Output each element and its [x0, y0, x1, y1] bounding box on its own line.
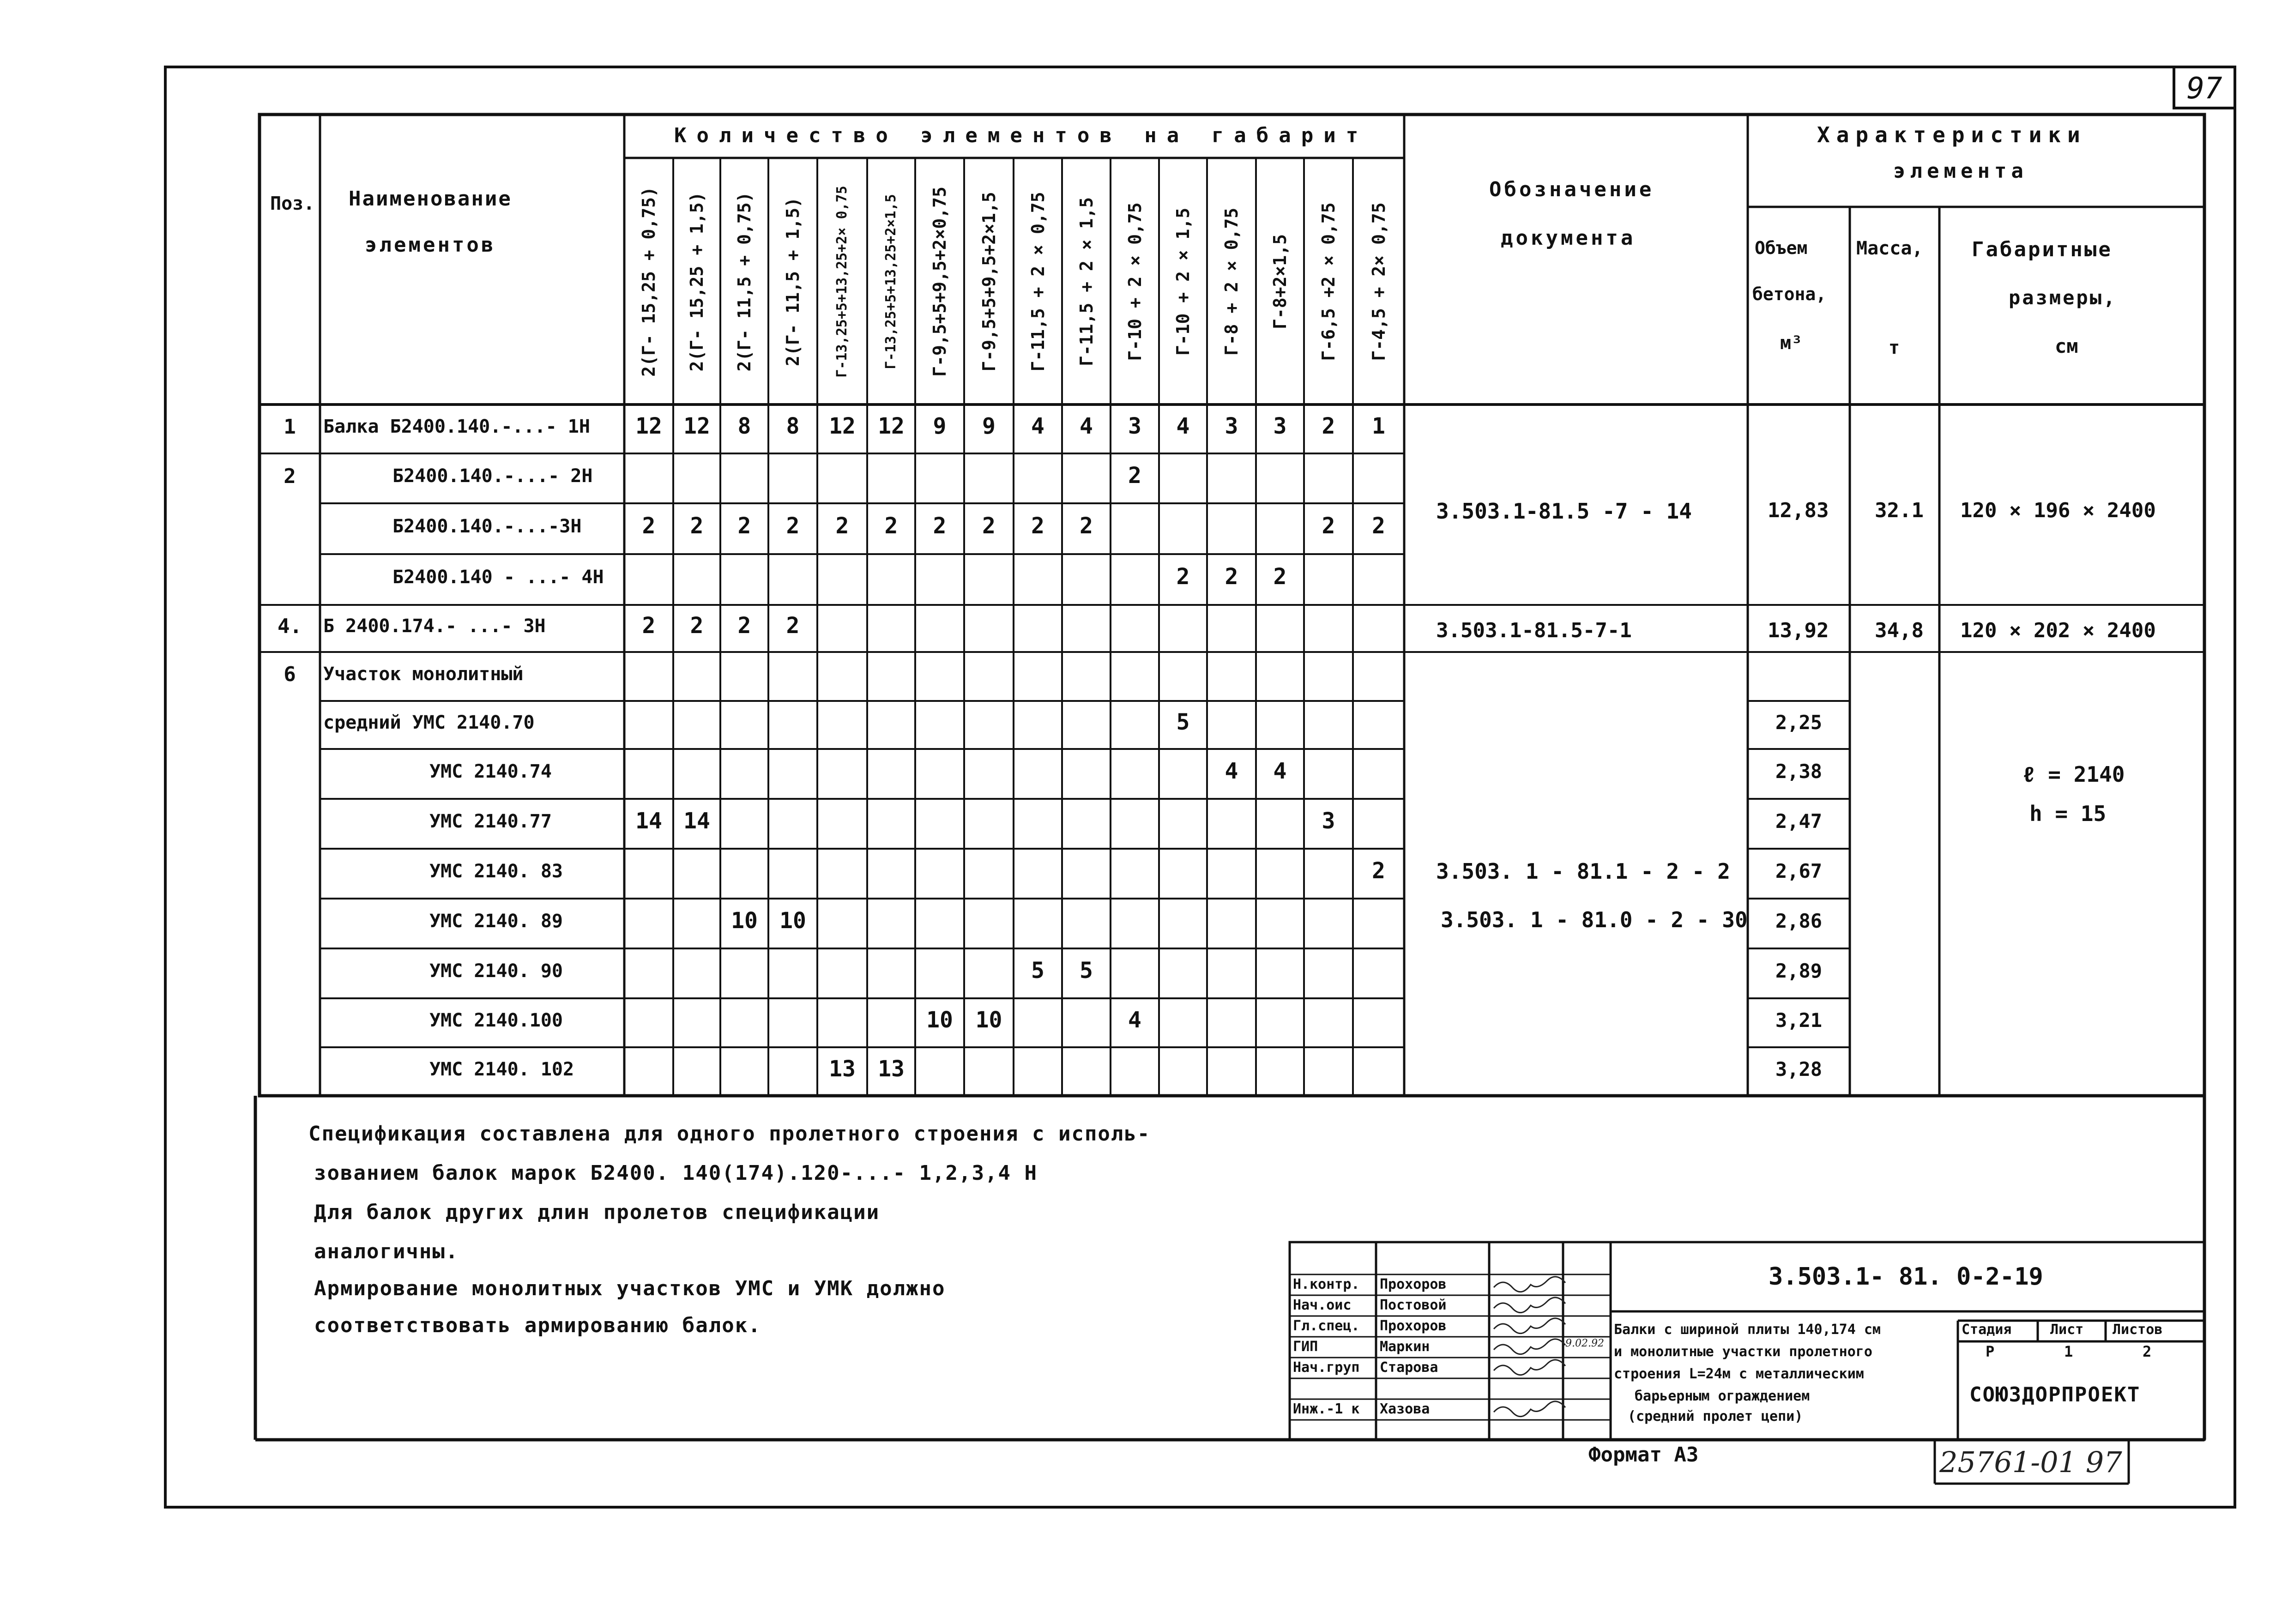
header-qty-title: Количество элементов на габарит: [674, 124, 1369, 147]
row-name: Б2400.140 - ...- 4Н: [392, 567, 604, 588]
qty-cell: 12: [635, 413, 662, 439]
qty-cell: 2: [982, 513, 996, 539]
header-name-1: Наименование: [349, 187, 512, 211]
gabarit-header: Г-10 + 2 × 0,75: [1124, 202, 1145, 361]
qty-cell: 10: [975, 1007, 1002, 1033]
qty-cell: 2: [642, 513, 656, 539]
qty-cell: 12: [878, 413, 905, 439]
gabarit-header: 2(Г- 11,5 + 1,5): [783, 197, 803, 367]
qty-cell: 2: [737, 513, 751, 539]
row-name: УМС 2140.74: [429, 761, 552, 782]
umc-volume-cell: 2,38: [1775, 760, 1823, 783]
gabarit-header: Г-8+2×1,5: [1270, 234, 1290, 329]
qty-cell: 2: [1372, 858, 1385, 884]
row-name: УМС 2140.100: [429, 1010, 563, 1031]
row-name: УМС 2140. 89: [429, 911, 563, 932]
qty-cell: 2: [690, 613, 704, 639]
doc-group-2: 3.503.1-81.5-7-1: [1436, 619, 1632, 642]
stamp-title-5: (средний пролет цепи): [1628, 1408, 1803, 1425]
qty-cell: 4: [1031, 413, 1044, 439]
note-line: аналогичны.: [314, 1240, 459, 1263]
qty-cell: 9: [933, 413, 947, 439]
qty-cell: 4: [1176, 413, 1190, 439]
qty-cell: 2: [933, 513, 947, 539]
umc-volume-cell: 2,47: [1775, 810, 1823, 833]
qty-cell: 5: [1080, 958, 1093, 984]
qty-cell: 2: [737, 613, 751, 639]
header-char-1: Характеристики: [1817, 122, 2087, 147]
note-line: Для балок других длин пролетов спецификации: [314, 1201, 880, 1224]
vol-group-1: 12,83: [1768, 499, 1829, 522]
qty-cell: 13: [878, 1056, 905, 1082]
stamp-title-3: строения L=24м с металлическим: [1614, 1366, 1864, 1382]
header-vol-2: бетона,: [1752, 284, 1827, 304]
stamp-organization: СОЮЗДОРПРОЕКТ: [1969, 1383, 2141, 1407]
doc-group-1: 3.503.1-81.5 -7 - 14: [1436, 499, 1692, 524]
dims-group-3-height: h = 15: [2029, 801, 2107, 826]
qty-cell: 2: [1372, 513, 1385, 539]
qty-cell: 3: [1128, 413, 1141, 439]
row-name: УМС 2140. 102: [429, 1058, 574, 1080]
umc-volume-cell: 3,28: [1775, 1057, 1823, 1081]
row-name: УМС 2140. 90: [429, 960, 563, 982]
row-name: Б2400.140.-...-3Н: [392, 516, 582, 537]
qty-cell: 2: [1273, 564, 1287, 590]
qty-cell: 4: [1128, 1007, 1141, 1033]
qty-cell: 14: [635, 808, 662, 834]
qty-cell: 4: [1080, 413, 1093, 439]
gabarit-header: Г-10 + 2 × 1,5: [1173, 207, 1193, 356]
header-dims-3: см: [2055, 335, 2078, 357]
umc-volume-cell: 2,86: [1775, 910, 1823, 932]
stamp-sheet-label: Лист: [2050, 1322, 2084, 1338]
qty-cell: 2: [1322, 413, 1335, 439]
qty-cell: 2: [884, 513, 898, 539]
note-line: соответствовать армированию балок.: [314, 1314, 761, 1337]
signature-scribble: [1494, 1298, 1565, 1313]
qty-cell: 5: [1176, 709, 1190, 735]
inventory-number: 25761-01 97: [1939, 1445, 2122, 1479]
signature-scribble: [1494, 1277, 1565, 1292]
header-doc-2: документа: [1501, 226, 1636, 250]
row-name: УМС 2140. 83: [429, 861, 563, 882]
header-doc-1: Обозначение: [1489, 178, 1654, 201]
umc-volume-cell: 2,25: [1775, 711, 1823, 734]
stamp-sheets: 2: [2143, 1343, 2152, 1360]
header-dims-2: размеры,: [2009, 286, 2117, 309]
stamp-person: Хазова: [1380, 1401, 1430, 1417]
dims-group-2: 120 × 202 × 2400: [1960, 619, 2156, 642]
row-name: УМС 2140.77: [429, 811, 552, 832]
gabarit-header: 2(Г- 15,25 + 0,75): [639, 187, 659, 377]
qty-cell: 3: [1322, 808, 1335, 834]
dims-group-3-length: ℓ = 2140: [2022, 762, 2125, 787]
gabarit-header: Г-11,5 + 2 × 0,75: [1027, 192, 1048, 372]
qty-cell: 2: [642, 613, 656, 639]
row-name: средний УМС 2140.70: [323, 712, 535, 733]
note-line: Спецификация составлена для одного пролетного строения с исполь-: [308, 1122, 1151, 1146]
qty-cell: 4: [1273, 758, 1287, 784]
qty-cell: 10: [926, 1007, 953, 1033]
gabarit-header: Г-4,5 + 2× 0,75: [1368, 202, 1389, 361]
stamp-role: ГИП: [1293, 1339, 1318, 1355]
qty-cell: 8: [786, 413, 800, 439]
qty-cell: 13: [829, 1056, 856, 1082]
row-pos: 1: [284, 415, 296, 439]
header-name-2: элементов: [365, 233, 496, 257]
qty-cell: 2: [1128, 463, 1141, 489]
qty-cell: 10: [731, 908, 758, 934]
row-pos: 6: [284, 663, 296, 686]
qty-cell: 8: [737, 413, 751, 439]
qty-cell: 10: [779, 908, 806, 934]
qty-cell: 12: [829, 413, 856, 439]
stamp-role: Нач.груп: [1293, 1359, 1360, 1376]
signature-scribble: [1494, 1339, 1565, 1354]
qty-cell: 2: [1176, 564, 1190, 590]
qty-cell: 2: [1322, 513, 1335, 539]
qty-cell: 2: [835, 513, 849, 539]
qty-cell: 2: [690, 513, 704, 539]
gabarit-header: Г-9,5+5+9,5+2×0,75: [930, 187, 950, 377]
gabarit-header: Г-13,25+5+13,25+2×1,5: [883, 194, 899, 369]
row-pos: 2: [284, 465, 296, 488]
gabarit-header: Г-9,5+5+9,5+2×1,5: [978, 192, 999, 372]
sheet-number: 97: [2173, 66, 2236, 109]
stamp-stage-label: Стадия: [1962, 1322, 2012, 1338]
header-pos: Поз.: [270, 193, 315, 214]
qty-cell: 9: [982, 413, 996, 439]
signature-scribble: [1494, 1360, 1565, 1375]
header-mass-2: т: [1889, 337, 1900, 358]
qty-cell: 3: [1225, 413, 1238, 439]
row-name: Балка Б2400.140.-...- 1Н: [323, 416, 590, 437]
qty-cell: 2: [786, 513, 800, 539]
gabarit-header: 2(Г- 11,5 + 0,75): [734, 192, 755, 372]
stamp-code: 3.503.1- 81. 0-2-19: [1769, 1263, 2043, 1291]
umc-volume-cell: 3,21: [1775, 1009, 1823, 1032]
qty-cell: 3: [1273, 413, 1287, 439]
gabarit-header: Г-6,5 +2 × 0,75: [1318, 202, 1339, 361]
stamp-title-1: Балки с шириной плиты 140,174 см: [1614, 1322, 1881, 1338]
note-line: Армирование монолитных участков УМС и УМК должно: [314, 1277, 946, 1300]
qty-cell: 2: [1031, 513, 1044, 539]
format-label: Формат А3: [1588, 1443, 1699, 1467]
stamp-sheets-label: Листов: [2113, 1322, 2163, 1338]
stamp-title-4: барьерным ограждением: [1635, 1388, 1810, 1404]
qty-cell: 2: [786, 613, 800, 639]
row-pos: 4.: [278, 615, 302, 638]
qty-cell: 14: [683, 808, 710, 834]
header-mass-1: Масса,: [1856, 238, 1923, 259]
doc-group-3a: 3.503. 1 - 81.1 - 2 - 2: [1436, 859, 1730, 884]
gabarit-header: Г-11,5 + 2 × 1,5: [1076, 197, 1097, 367]
stamp-role: Нач.оис: [1293, 1297, 1352, 1313]
doc-group-3b: 3.503. 1 - 81.0 - 2 - 30: [1441, 907, 1748, 932]
stamp-role: Н.контр.: [1293, 1276, 1360, 1292]
row-name: Б 2400.174.- ...- 3Н: [323, 616, 546, 637]
umc-volume-cell: 2,67: [1775, 860, 1823, 882]
stamp-person: Постовой: [1380, 1297, 1447, 1313]
vol-group-2: 13,92: [1768, 619, 1829, 642]
stamp-person: Маркин: [1380, 1339, 1430, 1355]
header-vol-3: м³: [1780, 332, 1803, 354]
stamp-role: Инж.-1 к: [1293, 1401, 1360, 1417]
header-char-2: элемента: [1893, 159, 2028, 183]
qty-cell: 1: [1372, 413, 1385, 439]
signature-scribble: [1494, 1401, 1565, 1417]
stamp-role: Гл.спец.: [1293, 1318, 1360, 1334]
qty-cell: 4: [1225, 758, 1238, 784]
stamp-person: Прохоров: [1380, 1276, 1447, 1292]
qty-cell: 12: [683, 413, 710, 439]
gabarit-header: 2(Г- 15,25 + 1,5): [687, 192, 707, 372]
stamp-date: 9.02.92: [1565, 1338, 1604, 1349]
header-vol-1: Объем: [1755, 238, 1808, 258]
mass-group-2: 34,8: [1875, 619, 1924, 642]
stamp-title-2: и монолитные участки пролетного: [1614, 1344, 1872, 1360]
stamp-sheet: 1: [2064, 1343, 2073, 1360]
stamp-person: Прохоров: [1380, 1318, 1447, 1334]
header-dims-1: Габаритные: [1972, 238, 2113, 261]
qty-cell: 5: [1031, 958, 1044, 984]
gabarit-header: Г-13,25+5+13,25+2× 0,75: [834, 186, 850, 378]
mass-group-1: 32.1: [1875, 499, 1924, 522]
qty-cell: 2: [1225, 564, 1238, 590]
signature-scribble: [1494, 1318, 1565, 1334]
dims-group-1: 120 × 196 × 2400: [1960, 499, 2156, 522]
stamp-person: Старова: [1380, 1359, 1438, 1376]
umc-volume-cell: 2,89: [1775, 960, 1823, 982]
row-name: Б2400.140.-...- 2Н: [392, 465, 593, 487]
qty-cell: 2: [1080, 513, 1093, 539]
row-name: Участок монолитный: [323, 664, 524, 685]
stamp-stage: Р: [1986, 1343, 1995, 1360]
note-line: зованием балок марок Б2400. 140(174).120-...- 1,2,3,4 Н: [314, 1161, 1038, 1185]
gabarit-header: Г-8 + 2 × 0,75: [1221, 207, 1242, 356]
